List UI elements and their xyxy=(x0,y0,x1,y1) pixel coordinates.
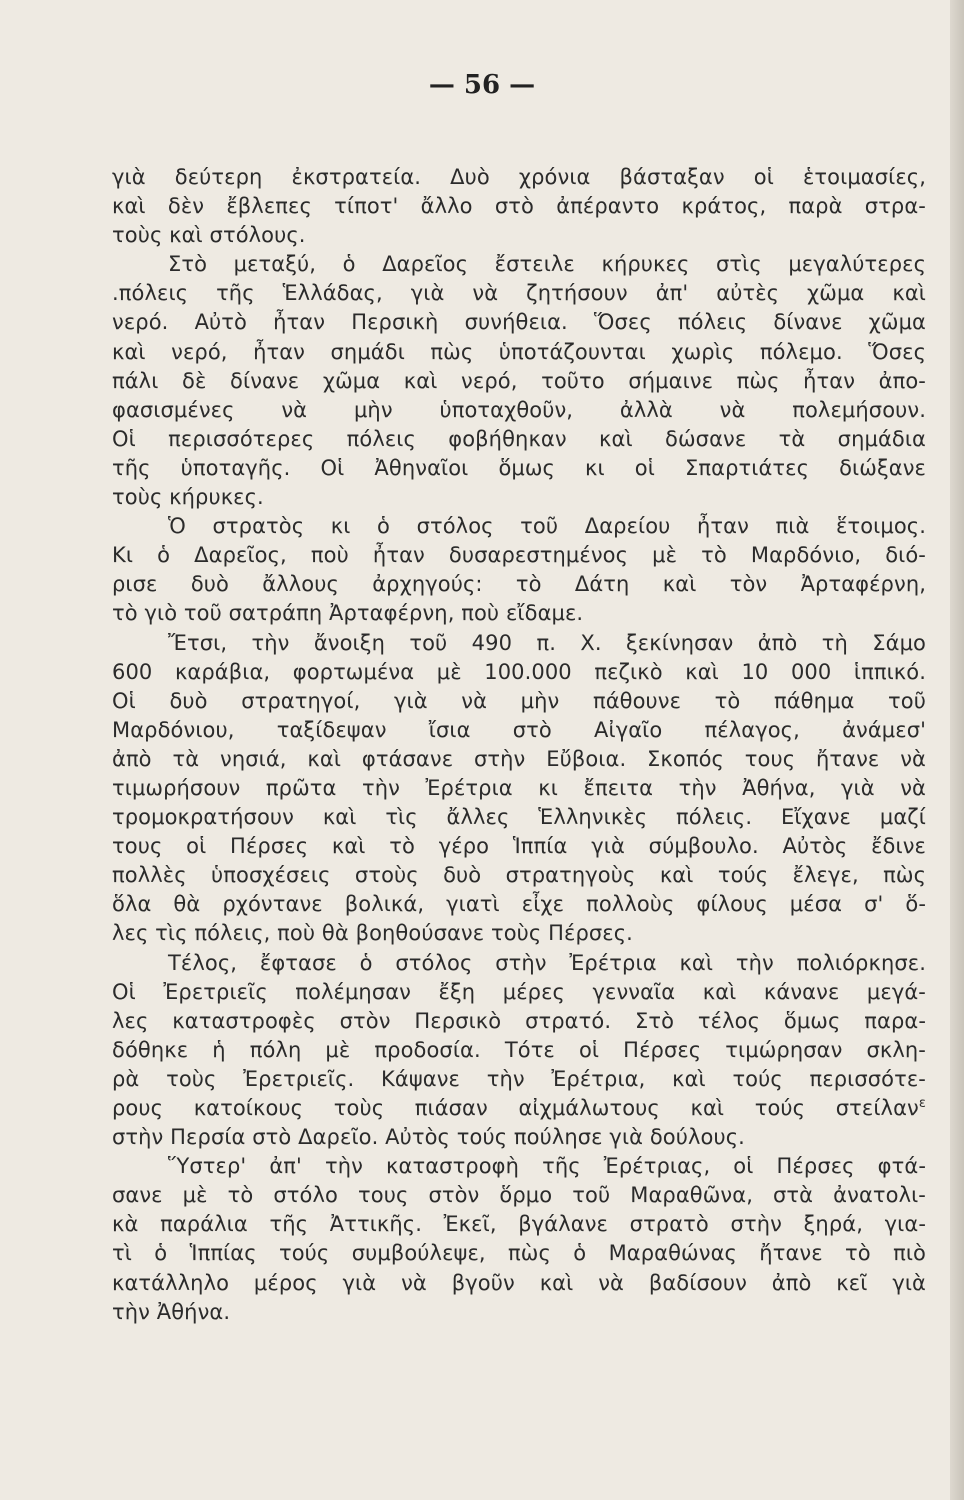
text-line xyxy=(112,1269,926,1298)
text-line-content: τοὺς κήρυκες. xyxy=(112,485,264,510)
text-line-content: Στὸ μεταξύ, ὁ Δαρεῖος ἔστειλε κήρυκες στὶς μεγαλύτερες xyxy=(168,252,926,277)
text-line-content: τρομοκρατήσουν καὶ τὶς ἄλλες Ἑλληνικὲς πόλεις. Εἴχανε μαζί xyxy=(112,805,926,830)
text-line-content: ὅλα θὰ ρχόντανε βολικά, γιατὶ εἶχε πολλοὺς φίλους μέσα σ' ὅ- xyxy=(112,892,926,917)
text-line-content: Μαρδόνιου, ταξίδεψαν ἴσια στὸ Αἰγαῖο πέλαγος, ἀνάμεσ' xyxy=(112,717,926,742)
text-line-content: Τέλος, ἔφτασε ὁ στόλος στὴν Ἐρέτρια καὶ τὴν πολιόρκησε. xyxy=(168,950,926,975)
text-line-content: τὴν Ἀθήνα. xyxy=(112,1299,231,1324)
text-line-content: λες καταστροφὲς στὸν Περσικὸ στρατό. Στὸ τέλος ὅμως παρα- xyxy=(112,1008,926,1033)
text-line xyxy=(112,454,926,483)
text-line xyxy=(112,541,926,570)
text-line xyxy=(112,716,926,745)
text-line xyxy=(112,687,926,716)
text-line xyxy=(112,1036,926,1065)
text-line xyxy=(112,1210,926,1239)
text-line xyxy=(112,570,926,599)
text-line xyxy=(112,832,926,861)
text-line xyxy=(112,1152,926,1181)
text-line-content: λες τὶς πόλεις, ποὺ θὰ βοηθούσανε τοὺς Πέρσες. xyxy=(112,921,633,946)
text-line-content: Κι ὁ Δαρεῖος, ποὺ ἦταν δυσαρεστημένος μὲ τὸ Μαρδόνιο, διό- xyxy=(112,543,926,568)
text-line xyxy=(112,658,926,687)
text-line-content: ρισε δυὸ ἄλλους ἀρχηγούς: τὸ Δάτη καὶ τὸν Ἀρταφέρνη, xyxy=(112,572,926,597)
text-line xyxy=(112,221,926,250)
text-line-content: Ὁ στρατὸς κι ὁ στόλος τοῦ Δαρείου ἦταν πιὰ ἕτοιμος. xyxy=(168,514,926,539)
text-line-content: τοὺς καὶ στόλους. xyxy=(112,223,306,248)
text-line-content: στὴν Περσία στὸ Δαρεῖο. Αὐτὸς τούς πούλησε γιὰ δούλους. xyxy=(112,1125,745,1150)
text-line xyxy=(112,163,926,192)
text-line-content: Οἱ δυὸ στρατηγοί, γιὰ νὰ μὴν πάθουνε τὸ πάθημα τοῦ xyxy=(112,688,926,713)
text-line xyxy=(112,367,926,396)
text-line-content: ἀπὸ τὰ νησιά, καὶ φτάσανε στὴν Εὔβοια. Σκοπός τους ἤτανε νὰ xyxy=(112,746,926,771)
text-line-content: φασισμένες νὰ μὴν ὑποταχθοῦν, ἀλλὰ νὰ πολεμήσουν. xyxy=(112,397,926,422)
text-line xyxy=(112,512,926,541)
text-line-content: τὶ ὁ Ἱππίας τούς συμβούλεψε, πὼς ὁ Μαραθώνας ἤτανε τὸ πιὸ xyxy=(112,1241,926,1266)
text-line xyxy=(112,861,926,890)
text-line xyxy=(112,1298,926,1327)
text-line xyxy=(112,1123,926,1152)
text-line xyxy=(112,1065,926,1094)
body-text xyxy=(112,163,926,1327)
text-line-content: 600 καράβια, φορτωμένα μὲ 100.000 πεζικὸ καὶ 10 000 ἱππικό. xyxy=(112,659,926,684)
page-edge xyxy=(950,0,964,1500)
text-line-content: Ἔτσι, τὴν ἄνοιξη τοῦ 490 π. Χ. ξεκίνησαν ἀπὸ τὴ Σάμο xyxy=(168,630,926,655)
text-line-content: νερό. Αὐτὸ ἦταν Περσικὴ συνήθεια. Ὅσες πόλεις δίνανε χῶμα xyxy=(112,310,926,335)
text-line-content: σανε μὲ τὸ στόλο τους στὸν ὅρμο τοῦ Μαραθῶνα, στὰ ἀνατολι- xyxy=(112,1183,926,1208)
text-line xyxy=(112,308,926,337)
text-line xyxy=(112,1239,926,1268)
text-line xyxy=(112,745,926,774)
text-line xyxy=(112,1094,926,1123)
text-line-content: τους οἱ Πέρσες καὶ τὸ γέρο Ἱππία γιὰ σύμβουλο. Αὐτὸς ἔδινε xyxy=(112,834,926,859)
text-line-content: κὰ παράλια τῆς Ἀττικῆς. Ἐκεῖ, βγάλανε στρατὸ στὴν ξηρά, για- xyxy=(112,1212,926,1237)
text-line xyxy=(112,978,926,1007)
text-line-content: πάλι δὲ δίνανε χῶμα καὶ νερό, τοῦτο σήμαινε πὼς ἦταν ἀπο- xyxy=(112,368,926,393)
text-line xyxy=(112,919,926,948)
text-line-content: ρους κατοίκους τοὺς πιάσαν αἰχμάλωτους καὶ τούς στείλαν xyxy=(112,1096,919,1120)
text-line-content: ρὰ τοὺς Ἐρετριεῖς. Κάψανε τὴν Ἐρέτρια, καὶ τούς περισσότε- xyxy=(112,1066,926,1091)
text-line-content: καὶ νερό, ἦταν σημάδι πὼς ὑποτάζουνται χωρὶς πόλεμο. Ὅσες xyxy=(112,339,926,364)
text-line xyxy=(112,774,926,803)
text-line xyxy=(112,599,926,628)
superscript-mark: ε xyxy=(918,1096,926,1111)
text-line xyxy=(112,279,926,308)
text-line xyxy=(112,803,926,832)
text-line xyxy=(112,949,926,978)
text-line xyxy=(112,338,926,367)
text-line-content: Οἱ περισσότερες πόλεις φοβήθηκαν καὶ δώσανε τὰ σημάδια xyxy=(112,426,926,451)
text-line-content: Οἱ Ἐρετριεῖς πολέμησαν ἔξη μέρες γενναῖα καὶ κάνανε μεγά- xyxy=(112,979,926,1004)
text-line xyxy=(112,890,926,919)
text-line-content: δόθηκε ἡ πόλη μὲ προδοσία. Τότε οἱ Πέρσες τιμώρησαν σκλη- xyxy=(112,1037,926,1062)
page-number: — 56 — xyxy=(428,70,536,100)
text-line-content: Ὕστερ' ἀπ' τὴν καταστροφὴ τῆς Ἐρέτριας, οἱ Πέρσες φτά- xyxy=(168,1154,926,1179)
text-line-content: καὶ δὲν ἔβλεπες τίποτ' ἄλλο στὸ ἀπέραντο κράτος, παρὰ στρα- xyxy=(112,194,926,219)
text-line-content: τῆς ὑποταγῆς. Οἱ Ἀθηναῖοι ὅμως κι οἱ Σπαρτιάτες διώξανε xyxy=(112,455,926,480)
text-line-content: γιὰ δεύτερη ἐκστρατεία. Δυὸ χρόνια βάσταξαν οἱ ἑτοιμασίες, xyxy=(112,165,926,189)
text-line xyxy=(112,396,926,425)
text-line-content: κατάλληλο μέρος γιὰ νὰ βγοῦν καὶ νὰ βαδίσουν ἀπὸ κεῖ γιὰ xyxy=(112,1270,926,1295)
text-line xyxy=(112,192,926,221)
text-line xyxy=(112,425,926,454)
text-line-content: τιμωρήσουν πρῶτα τὴν Ἐρέτρια κι ἔπειτα τὴν Ἀθήνα, γιὰ νὰ xyxy=(112,775,926,800)
text-line-content: τὸ γιὸ τοῦ σατράπη Ἀρταφέρνη, ποὺ εἴδαμε. xyxy=(112,601,584,626)
text-line xyxy=(112,483,926,512)
text-line xyxy=(112,629,926,658)
text-line-content: πολλὲς ὑποσχέσεις στοὺς δυὸ στρατηγοὺς καὶ τούς ἔλεγε, πὼς xyxy=(112,863,926,888)
text-line xyxy=(112,1007,926,1036)
text-line xyxy=(112,250,926,279)
text-line-content: .πόλεις τῆς Ἑλλάδας, γιὰ νὰ ζητήσουν ἀπ' αὐτὲς χῶμα καὶ xyxy=(112,281,926,306)
text-line xyxy=(112,1181,926,1210)
